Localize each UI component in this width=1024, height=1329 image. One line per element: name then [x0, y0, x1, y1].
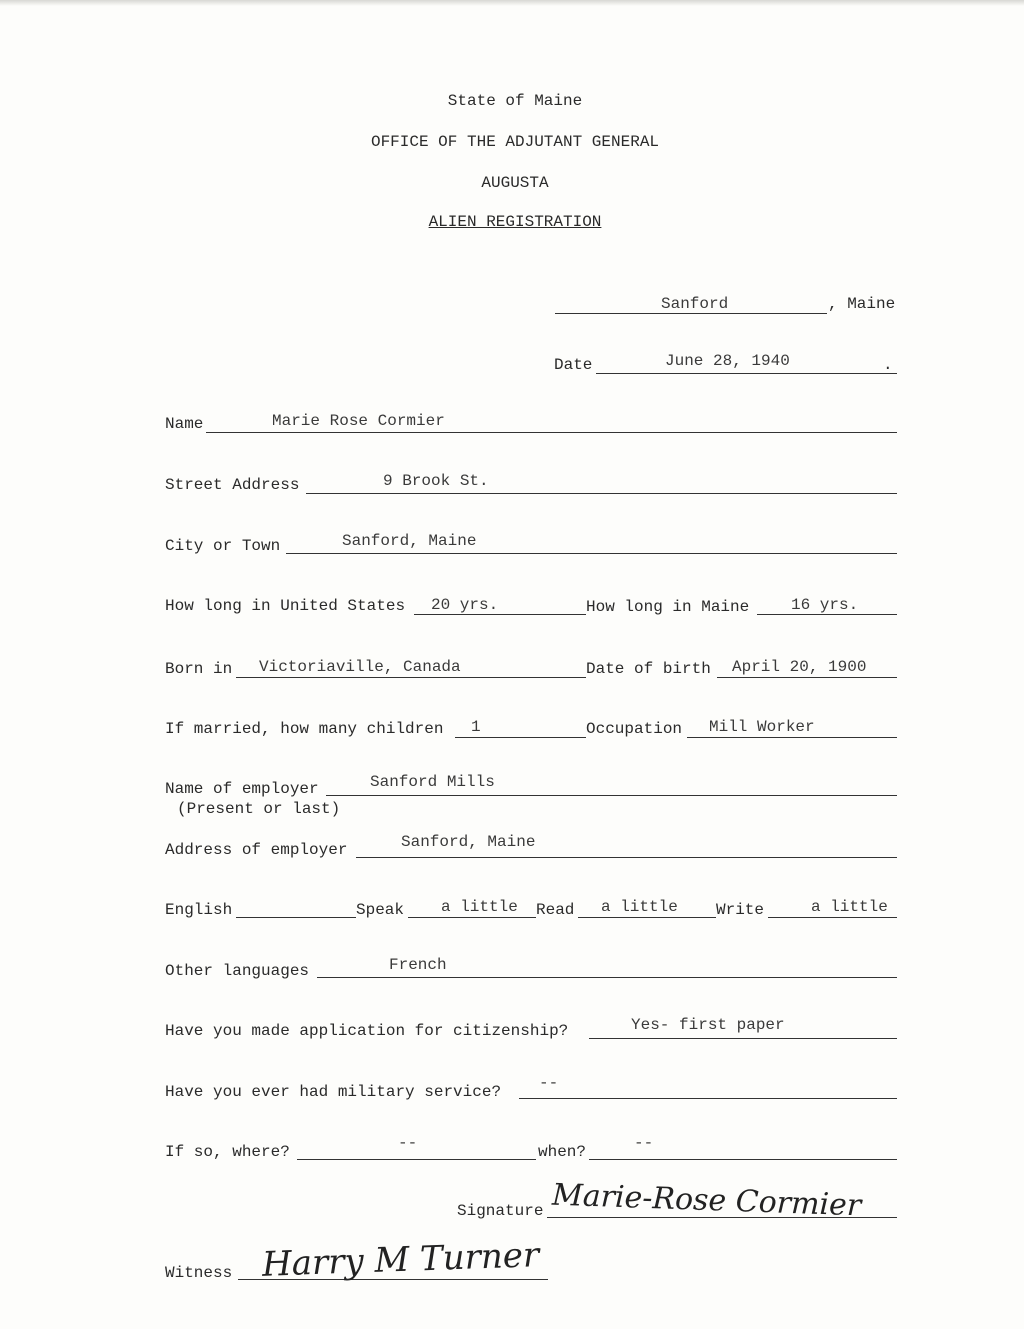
- signature-label: Signature: [457, 1202, 544, 1220]
- date-suffix: .: [883, 356, 893, 374]
- maine-years-line: [757, 614, 897, 615]
- us-years-line: [414, 614, 586, 615]
- when-line: [589, 1159, 897, 1160]
- header-title: ALIEN REGISTRATION: [428, 213, 602, 231]
- born-in-label: Born in: [165, 660, 233, 678]
- date-value[interactable]: June 28, 1940: [665, 352, 790, 370]
- street-line: [306, 493, 897, 494]
- us-years-value[interactable]: 20 yrs.: [431, 596, 499, 614]
- write-line: [768, 917, 897, 918]
- witness-handwriting: Harry M Turner: [261, 1235, 540, 1285]
- witness-label: Witness: [165, 1264, 233, 1282]
- military-label: Have you ever had military service?: [165, 1083, 502, 1101]
- signature-handwriting: Marie-Rose Cormier: [551, 1177, 862, 1224]
- speak-label: Speak: [356, 901, 405, 919]
- children-line: [455, 737, 586, 738]
- where-label: If so, where?: [165, 1143, 290, 1161]
- citizenship-value[interactable]: Yes- first paper: [631, 1016, 785, 1034]
- occupation-label: Occupation: [586, 720, 683, 738]
- maine-years-value[interactable]: 16 yrs.: [791, 596, 859, 614]
- maine-years-label: How long in Maine: [586, 598, 750, 616]
- location-suffix: , Maine: [828, 295, 896, 313]
- speak-value[interactable]: a little: [441, 898, 518, 916]
- employer-sublabel: (Present or last): [177, 800, 341, 818]
- city-value[interactable]: Sanford, Maine: [342, 532, 477, 550]
- read-value[interactable]: a little: [601, 898, 678, 916]
- where-line: [297, 1159, 536, 1160]
- employer-address-value[interactable]: Sanford, Maine: [401, 833, 536, 851]
- us-years-label: How long in United States: [165, 597, 406, 615]
- children-value[interactable]: 1: [471, 718, 481, 736]
- header-office: OFFICE OF THE ADJUTANT GENERAL: [370, 133, 660, 151]
- english-line: [236, 917, 356, 918]
- city-label: City or Town: [165, 537, 281, 555]
- city-line: [286, 553, 897, 554]
- header-city: AUGUSTA: [481, 174, 549, 192]
- name-label: Name: [165, 415, 204, 433]
- when-value[interactable]: --: [634, 1134, 654, 1152]
- employer-line: [326, 795, 897, 796]
- dob-label: Date of birth: [586, 660, 711, 678]
- header-state: State of Maine: [447, 92, 583, 110]
- location-value[interactable]: Sanford: [661, 295, 729, 313]
- street-label: Street Address: [165, 476, 300, 494]
- street-value[interactable]: 9 Brook St.: [383, 472, 489, 490]
- other-languages-label: Other languages: [165, 962, 310, 980]
- location-line: [555, 313, 827, 314]
- other-languages-value[interactable]: French: [389, 956, 447, 974]
- date-label: Date: [554, 356, 593, 374]
- citizenship-label: Have you made application for citizenship?: [165, 1022, 569, 1040]
- dob-line: [717, 677, 897, 678]
- employer-value[interactable]: Sanford Mills: [370, 773, 495, 791]
- read-label: Read: [536, 901, 575, 919]
- born-in-value[interactable]: Victoriaville, Canada: [259, 658, 461, 676]
- write-label: Write: [716, 901, 765, 919]
- citizenship-line: [589, 1038, 897, 1039]
- english-label: English: [165, 901, 233, 919]
- children-label: If married, how many children: [165, 720, 444, 738]
- where-value[interactable]: --: [398, 1134, 418, 1152]
- when-label: when?: [538, 1143, 587, 1161]
- speak-line: [408, 917, 536, 918]
- military-value[interactable]: --: [539, 1074, 559, 1092]
- other-languages-line: [317, 977, 897, 978]
- occupation-line: [687, 737, 897, 738]
- employer-address-label: Address of employer: [165, 841, 348, 859]
- date-line: [596, 373, 897, 374]
- dob-value[interactable]: April 20, 1900: [732, 658, 867, 676]
- name-line: [206, 432, 897, 433]
- read-line: [578, 917, 716, 918]
- page-top-edge: [0, 0, 1024, 6]
- military-line: [519, 1098, 897, 1099]
- employer-label: Name of employer: [165, 780, 319, 798]
- occupation-value[interactable]: Mill Worker: [709, 718, 815, 736]
- born-in-line: [236, 677, 586, 678]
- write-value[interactable]: a little: [811, 898, 888, 916]
- name-value[interactable]: Marie Rose Cormier: [272, 412, 445, 430]
- employer-address-line: [356, 857, 897, 858]
